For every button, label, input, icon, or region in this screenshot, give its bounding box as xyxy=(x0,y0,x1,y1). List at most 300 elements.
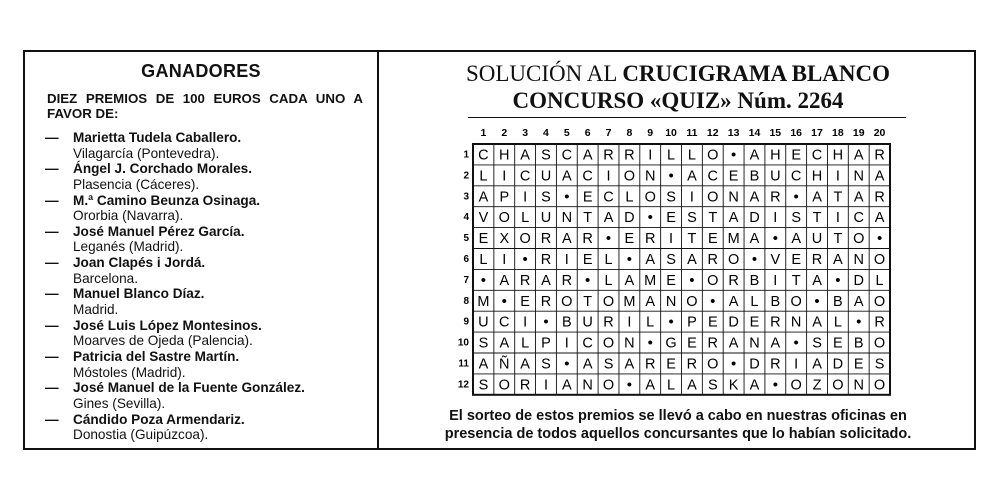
grid-letter: A xyxy=(687,168,697,185)
grid-letter: K xyxy=(728,377,739,394)
bullet-dash: — xyxy=(45,380,59,396)
bullet-dash: — xyxy=(45,349,59,365)
grid-letter: L xyxy=(521,335,530,352)
bullet-dash: — xyxy=(45,192,59,208)
grid-letter: U xyxy=(478,314,489,331)
grid-letter: H xyxy=(770,147,781,164)
winner-place: Barcelona. xyxy=(73,270,138,286)
crossword-grid xyxy=(440,120,910,400)
grid-letter: S xyxy=(666,251,676,268)
grid-letter: T xyxy=(708,210,718,227)
row-number: 9 xyxy=(463,316,469,328)
grid-letter: A xyxy=(874,210,885,227)
grid-letter: L xyxy=(875,272,884,289)
grid-letter: C xyxy=(519,168,531,185)
column-number: 4 xyxy=(543,127,549,139)
column-number: 20 xyxy=(873,127,886,139)
grid-letter: L xyxy=(625,189,634,206)
row-number: 5 xyxy=(463,233,469,245)
winner-entry xyxy=(45,161,375,192)
grid-letter: R xyxy=(540,293,552,310)
grid-letter: S xyxy=(541,356,551,373)
black-square-dot: • xyxy=(605,230,612,248)
grid-letter: L xyxy=(521,210,530,227)
grid-letter: A xyxy=(687,377,697,394)
grid-letter: N xyxy=(790,314,802,331)
winner-entry xyxy=(45,380,375,411)
winner-place: Madrid. xyxy=(73,301,119,317)
column-number: 7 xyxy=(605,127,612,139)
grid-letter: M xyxy=(727,231,740,248)
grid-letter: V xyxy=(770,251,781,268)
grid-letter: B xyxy=(770,293,781,310)
grid-letter: I xyxy=(689,189,694,206)
grid-letter: I xyxy=(543,377,548,394)
black-square-dot: • xyxy=(647,209,653,227)
grid-letter: A xyxy=(812,356,822,373)
grid-letter: A xyxy=(624,272,635,289)
grid-letter: L xyxy=(479,168,488,185)
winner-entry xyxy=(45,318,375,349)
grid-letter: D xyxy=(853,272,864,289)
winner-place: Gines (Sevilla). xyxy=(73,395,166,411)
grid-letter: U xyxy=(582,314,593,331)
grid-letter: O xyxy=(561,293,573,310)
grid-letter: R xyxy=(686,356,698,373)
winner-place: Plasencia (Cáceres). xyxy=(73,176,200,192)
grid-letter: N xyxy=(728,189,739,206)
grid-letter: E xyxy=(666,272,676,289)
column-number: 11 xyxy=(686,127,698,139)
grid-letter: A xyxy=(478,356,489,373)
row-number: 1 xyxy=(463,149,469,161)
grid-letter: O xyxy=(707,356,719,373)
grid-letter: A xyxy=(561,231,572,248)
winner-entry xyxy=(45,130,375,161)
winner-name: Cándido Poza Armendariz. xyxy=(73,411,245,427)
grid-letter: N xyxy=(582,377,593,394)
grid-letter: A xyxy=(853,147,864,164)
grid-letter: A xyxy=(812,314,822,331)
grid-letter: C xyxy=(582,335,593,352)
grid-letter: A xyxy=(541,272,551,289)
grid-letter: R xyxy=(644,356,656,373)
black-square-dot: • xyxy=(772,376,778,394)
row-number: 3 xyxy=(463,191,469,203)
winner-name: José Manuel de la Fuente González. xyxy=(73,380,305,396)
grid-letter: C xyxy=(811,147,823,164)
bullet-dash: — xyxy=(45,411,59,427)
grid-letter: I xyxy=(502,251,507,268)
grid-letter: L xyxy=(479,251,488,268)
grid-letter: R xyxy=(874,314,885,331)
grid-letter: E xyxy=(791,147,802,164)
grid-letter: R xyxy=(707,251,719,268)
grid-letter: I xyxy=(523,314,528,331)
grid-letter: I xyxy=(835,210,840,227)
grid-letter: D xyxy=(624,210,635,227)
grid-letter: O xyxy=(498,377,510,394)
winner-entry xyxy=(45,286,375,317)
column-number: 14 xyxy=(748,127,761,139)
column-number: 16 xyxy=(790,127,803,139)
grid-letter: E xyxy=(853,356,864,373)
black-square-dot: • xyxy=(730,146,737,164)
grid-letter: A xyxy=(749,231,760,248)
row-number: 12 xyxy=(457,379,469,391)
column-number: 2 xyxy=(501,127,508,139)
grid-letter: T xyxy=(833,231,843,248)
grid-letter: R xyxy=(603,147,614,164)
grid-letter: R xyxy=(874,147,885,164)
winner-place: Donostia (Guipúzcoa). xyxy=(73,427,209,443)
grid-letter: I xyxy=(523,189,528,206)
grid-letter: E xyxy=(478,231,489,248)
grid-letter: A xyxy=(728,335,739,352)
grid-letter: R xyxy=(728,272,739,289)
grid-letter: E xyxy=(687,335,697,352)
grid-letter: S xyxy=(666,189,676,206)
column-number: 3 xyxy=(522,127,529,139)
winners-title: GANADORES xyxy=(141,61,261,81)
grid-letter: C xyxy=(561,147,573,164)
grid-letter: O xyxy=(853,231,865,248)
grid-letter: M xyxy=(623,293,636,310)
black-square-dot: • xyxy=(730,355,737,373)
column-number: 13 xyxy=(727,127,740,139)
grid-letter: A xyxy=(874,168,885,185)
black-square-dot: • xyxy=(480,271,487,289)
draw-note-line-2: presencia de todos aquellos concursantes que lo habían solicitado. xyxy=(444,426,912,442)
grid-letter: A xyxy=(749,377,760,394)
grid-letter: O xyxy=(873,293,886,310)
black-square-dot: • xyxy=(835,271,841,289)
grid-letter: S xyxy=(791,210,802,227)
grid-letter: S xyxy=(603,356,614,373)
grid-letter: Z xyxy=(812,377,822,394)
grid-letter: A xyxy=(624,356,635,373)
column-number: 6 xyxy=(584,127,591,139)
grid-letter: L xyxy=(604,272,613,289)
grid-letter: R xyxy=(707,335,719,352)
grid-letter: H xyxy=(499,147,510,164)
grid-letter: O xyxy=(644,189,656,206)
grid-letter: A xyxy=(728,210,739,227)
grid-letter: N xyxy=(561,210,573,227)
grid-letter: E xyxy=(666,356,676,373)
grid-letter: C xyxy=(853,210,864,227)
grid-letter: N xyxy=(853,251,864,268)
black-square-dot: • xyxy=(751,250,758,268)
winner-name: José Manuel Pérez García. xyxy=(73,223,245,239)
grid-letter: M xyxy=(477,293,490,310)
grid-letter: I xyxy=(564,335,569,352)
grid-letter: R xyxy=(603,314,614,331)
grid-letter: T xyxy=(583,293,593,310)
row-number: 8 xyxy=(463,295,469,307)
winner-entry xyxy=(45,193,375,224)
black-square-dot: • xyxy=(501,292,507,310)
black-square-dot: • xyxy=(564,188,570,206)
grid-letter: E xyxy=(749,314,760,331)
grid-letter: A xyxy=(687,251,697,268)
grid-letter: T xyxy=(583,210,593,227)
grid-letter: O xyxy=(873,251,886,268)
black-square-dot: • xyxy=(772,230,778,248)
black-square-dot: • xyxy=(626,376,633,394)
row-number: 2 xyxy=(463,170,469,182)
grid-letter: R xyxy=(540,231,552,248)
black-square-dot: • xyxy=(710,292,716,310)
column-number: 1 xyxy=(480,127,487,139)
column-number: 17 xyxy=(811,127,823,139)
winner-name: José Luis López Montesinos. xyxy=(73,317,262,333)
draw-note xyxy=(398,407,958,443)
grid-letter: O xyxy=(623,168,636,185)
grid-letter: B xyxy=(853,335,864,352)
grid-letter: B xyxy=(749,168,760,185)
grid-letter: I xyxy=(669,231,674,248)
grid-letter: A xyxy=(561,377,572,394)
bullet-dash: — xyxy=(45,255,59,271)
black-square-dot: • xyxy=(814,292,820,310)
grid-letter: D xyxy=(728,314,739,331)
panel-divider xyxy=(377,50,379,450)
grid-letter: A xyxy=(645,251,656,268)
grid-letter: I xyxy=(564,251,569,268)
grid-letter: A xyxy=(728,293,739,310)
grid-letter: O xyxy=(707,272,719,289)
black-square-dot: • xyxy=(793,334,799,352)
grid-letter: D xyxy=(749,356,760,373)
grid-letter: R xyxy=(624,147,635,164)
column-number: 18 xyxy=(832,127,844,139)
row-number: 11 xyxy=(458,358,469,370)
grid-letter: R xyxy=(519,272,531,289)
black-square-dot: • xyxy=(856,313,862,331)
winners-list xyxy=(45,130,375,443)
bullet-dash: — xyxy=(45,286,59,302)
winner-place: Vilagarcía (Pontevedra). xyxy=(73,145,220,161)
grid-letter: R xyxy=(874,189,885,206)
grid-letter: T xyxy=(812,210,822,227)
grid-letter: S xyxy=(874,356,885,373)
grid-letter: A xyxy=(645,377,656,394)
winner-entry xyxy=(45,224,375,255)
winner-place: Leganés (Madrid). xyxy=(73,239,184,255)
grid-letter: S xyxy=(478,335,489,352)
grid-letter: I xyxy=(835,168,840,185)
grid-letter: E xyxy=(728,168,739,185)
grid-letter: A xyxy=(520,147,530,164)
black-square-dot: • xyxy=(668,313,674,331)
grid-letter: E xyxy=(707,314,718,331)
grid-letter: H xyxy=(832,147,844,164)
grid-letter: E xyxy=(666,210,676,227)
grid-letter: O xyxy=(790,377,802,394)
grid-letter: B xyxy=(561,314,572,331)
grid-letter: O xyxy=(832,377,844,394)
black-square-dot: • xyxy=(689,271,695,289)
grid-letter: L xyxy=(604,251,613,268)
grid-letter: D xyxy=(832,356,844,373)
grid-letter: H xyxy=(811,168,823,185)
grid-letter: U xyxy=(540,168,552,185)
grid-letter: A xyxy=(749,147,760,164)
grid-letter: O xyxy=(519,231,531,248)
black-square-dot: • xyxy=(793,188,799,206)
winner-name: Patricia del Sastre Martín. xyxy=(73,349,240,365)
row-number: 10 xyxy=(457,337,469,349)
grid-letter: A xyxy=(478,189,489,206)
winner-name: Joan Clapés i Jordá. xyxy=(73,255,206,271)
grid-letter: E xyxy=(833,335,843,352)
winner-name: Ángel J. Corchado Morales. xyxy=(73,161,253,177)
grid-letter: A xyxy=(833,251,843,268)
grid-letter: U xyxy=(540,210,552,227)
winner-place: Ororbia (Navarra). xyxy=(73,208,184,224)
black-square-dot: • xyxy=(876,230,883,248)
grid-letter: U xyxy=(770,168,781,185)
grid-letter: R xyxy=(770,314,781,331)
grid-letter: O xyxy=(707,147,719,164)
grid-letter: I xyxy=(648,147,653,164)
grid-letter: C xyxy=(790,168,802,185)
grid-letter: O xyxy=(727,251,740,268)
grid-letter: A xyxy=(812,189,822,206)
grid-letter: I xyxy=(773,210,778,227)
grid-letter: I xyxy=(773,272,778,289)
grid-letter: S xyxy=(812,335,822,352)
grid-letter: S xyxy=(707,377,718,394)
winner-entry xyxy=(45,349,375,380)
grid-letter: S xyxy=(687,210,697,227)
winner-name: Marietta Tudela Caballero. xyxy=(73,130,242,145)
grid-letter: A xyxy=(561,168,572,185)
grid-letter: E xyxy=(624,231,635,248)
grid-letter: A xyxy=(582,356,593,373)
grid-letter: O xyxy=(707,189,719,206)
grid-letter: A xyxy=(749,189,760,206)
grid-letter: I xyxy=(794,356,799,373)
winner-entry xyxy=(45,412,375,443)
grid-letter: I xyxy=(502,168,507,185)
contest-subtitle: CONCURSO «QUIZ» Núm. 2264 xyxy=(512,88,844,113)
black-square-dot: • xyxy=(564,355,570,373)
grid-letter: N xyxy=(644,168,656,185)
column-number: 9 xyxy=(647,127,654,139)
row-number: 4 xyxy=(463,212,469,224)
grid-letter: A xyxy=(645,293,656,310)
bullet-dash: — xyxy=(45,317,59,333)
grid-letter: A xyxy=(499,272,510,289)
winner-name: Manuel Blanco Díaz. xyxy=(73,286,205,302)
grid-letter: V xyxy=(478,210,489,227)
grid-letter: O xyxy=(873,335,886,352)
column-number: 10 xyxy=(665,127,677,139)
column-number: 12 xyxy=(706,127,719,139)
grid-letter: L xyxy=(667,147,676,164)
black-square-dot: • xyxy=(626,250,633,268)
grid-letter: X xyxy=(499,231,510,248)
grid-letter: T xyxy=(791,272,801,289)
grid-letter: N xyxy=(853,168,864,185)
grid-letter: P xyxy=(499,189,510,206)
title-prefix: SOLUCIÓN AL xyxy=(465,61,617,86)
grid-letter: R xyxy=(582,231,593,248)
grid-letter: P xyxy=(541,335,551,352)
winners-panel xyxy=(25,52,377,448)
bullet-dash: — xyxy=(45,223,59,239)
grid-letter: C xyxy=(499,314,510,331)
winner-entry xyxy=(45,255,375,286)
grid-letter: O xyxy=(498,210,510,227)
grid-letter: A xyxy=(603,210,614,227)
grid-letter: R xyxy=(519,377,531,394)
grid-letter: O xyxy=(790,293,802,310)
grid-letter: U xyxy=(811,231,823,248)
grid-letter: N xyxy=(749,335,760,352)
grid-letter: C xyxy=(707,168,719,185)
grid-letter: A xyxy=(812,272,822,289)
winner-name: M.ª Camino Beunza Osinaga. xyxy=(73,192,261,208)
grid-letter: N xyxy=(853,377,864,394)
grid-letter: E xyxy=(707,231,718,248)
grid-letter: O xyxy=(602,293,615,310)
grid-letter: C xyxy=(582,168,593,185)
grid-letter: I xyxy=(606,168,611,185)
grid-letter: L xyxy=(750,293,759,310)
title-bold: CRUCIGRAMA BLANCO xyxy=(622,61,891,86)
column-number: 15 xyxy=(769,127,782,139)
grid-letter: R xyxy=(561,272,573,289)
bullet-dash: — xyxy=(45,161,59,177)
title-rule xyxy=(468,117,906,118)
grid-letter: A xyxy=(853,189,864,206)
grid-letter: S xyxy=(541,147,551,164)
column-number: 8 xyxy=(626,127,633,139)
winner-place: Moarves de Ojeda (Palencia). xyxy=(73,333,253,349)
black-square-dot: • xyxy=(585,271,591,289)
grid-letter: E xyxy=(791,251,802,268)
black-square-dot: • xyxy=(668,167,674,185)
black-square-dot: • xyxy=(522,250,528,268)
grid-letter: P xyxy=(687,314,697,331)
grid-letter: B xyxy=(749,272,760,289)
grid-letter: E xyxy=(520,293,530,310)
row-number: 7 xyxy=(463,274,469,286)
grid-letter: N xyxy=(665,293,677,310)
grid-letter: S xyxy=(478,377,489,394)
grid-letter: O xyxy=(873,377,886,394)
grid-letter: Ñ xyxy=(499,356,510,373)
winner-place: Móstoles (Madrid). xyxy=(73,364,186,380)
grid-letter: L xyxy=(646,314,655,331)
grid-letter: E xyxy=(582,251,593,268)
grid-letter: O xyxy=(686,293,698,310)
grid-letter: O xyxy=(602,377,615,394)
grid-letter: A xyxy=(791,231,802,248)
winners-intro: DIEZ PREMIOS DE 100 EUROS CADA UNO A FAVOR DE: xyxy=(47,91,363,121)
grid-letter: N xyxy=(624,335,635,352)
grid-letter: A xyxy=(520,356,530,373)
grid-letter: C xyxy=(478,147,489,164)
grid-letter: R xyxy=(811,251,823,268)
bullet-dash: — xyxy=(45,130,59,145)
grid-letter: I xyxy=(627,314,632,331)
grid-letter: R xyxy=(770,356,781,373)
grid-letter: L xyxy=(667,377,676,394)
